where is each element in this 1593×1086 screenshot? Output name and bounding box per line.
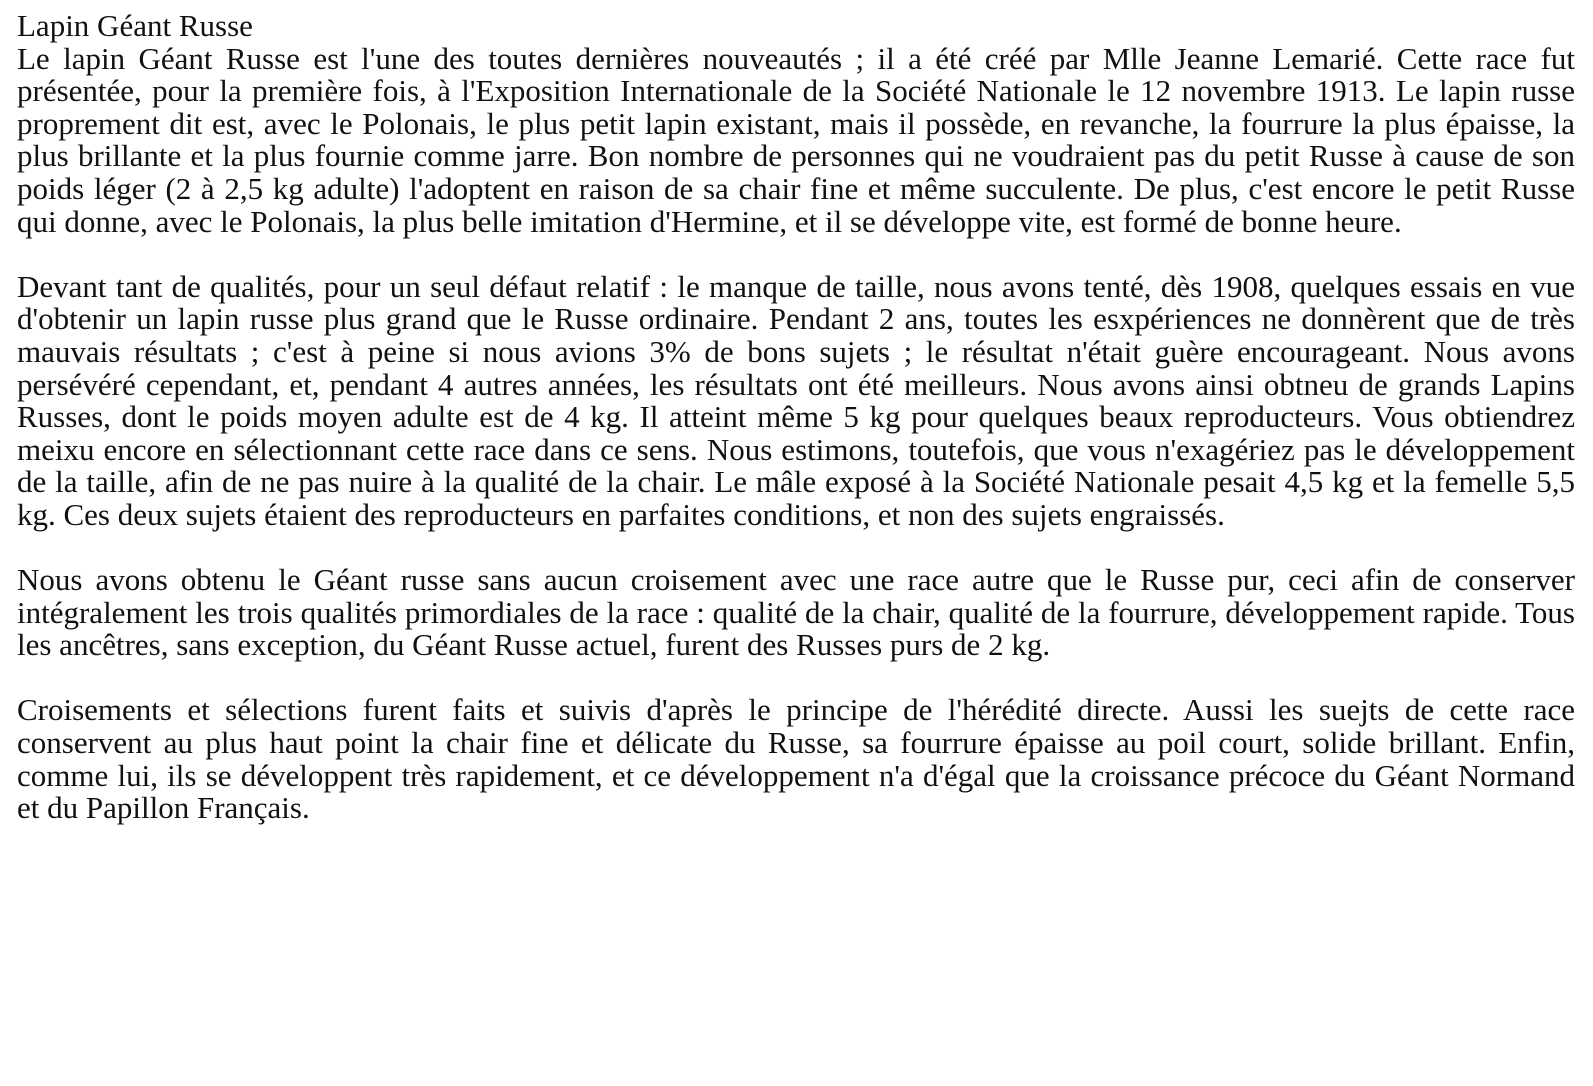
document-title: Lapin Géant Russe — [17, 8, 253, 43]
paragraph-pure-lineage: Nous avons obtenu le Géant russe sans aucun croisement avec une race autre que le Russe pur, ceci afin de conserver intégralement les trois qualités primordiales de la race : qualité de la chair, qualité de la fourrure, développement rapide. Tous les ancêtres, sans exception, du Géant Russe actuel, furent des Russes purs de 2 kg. — [17, 562, 1575, 663]
document-page — [17, 10, 1575, 825]
paragraph-breeding-history: Devant tant de qualités, pour un seul défaut relatif : le manque de taille, nous avons tenté, dès 1908, quelques essais en vue d'obtenir un lapin russe plus grand que le Russe ordinaire. Pendant 2 ans, toutes les esxpériences ne donnèrent que de très mauvais résultats ; c'est à peine si nous avions 3% de bons sujets ; le résultat n'était guère encourageant. Nous avons persévéré cependant, et, pendant 4 autres années, les résultats ont été meilleurs. Nous avons ainsi obtneu de grands Lapins Russes, dont le poids moyen adulte est de 4 kg. Il atteint même 5 kg pour quelques beaux reproducteurs. Vous obtiendrez meixu encore en sélectionnant cette race dans ce sens. Nous estimons, toutefois, que vous n'exagériez pas le développement de la taille, afin de ne pas nuire à la qualité de la chair. Le mâle exposé à la Société Nationale pesait 4,5 kg et la femelle 5,5 kg. Ces deux sujets étaient des reproducteurs en parfaites conditions, et non des sujets engraissés. — [17, 268, 1575, 532]
paragraph-introduction: Le lapin Géant Russe est l'une des toutes dernières nouveautés ; il a été créé par Mlle Jeanne Lemarié. Cette race fut présentée, pour la première fois, à l'Exposition Internationale de la Société Nationale le 12 novembre 1913. Le lapin russe proprement dit est, avec le Polonais, le plus petit lapin existant, mais il possède, en revanche, la fourrure la plus épaisse, la plus brillante et la plus fournie comme jarre. Bon nombre de personnes qui ne voudraient pas du petit Russe à cause de son poids léger (2 à 2,5 kg adulte) l'adoptent en raison de sa chair fine et même succulente. De plus, c'est encore le petit Russe qui donne, avec le Polonais, la plus belle imitation d'Hermine, et il se développe vite, est formé de bonne heure. — [17, 40, 1575, 239]
paragraph-selection: Croisements et sélections furent faits et suivis d'après le principe de l'hérédité directe. Aussi les suejts de cette race conservent au plus haut point la chair fine et délicate du Russe, sa fourrure épaisse au poil court, solide brillant. Enfin, comme lui, ils se développent très rapidement, et ce développement n'a d'égal que la croissance précoce du Géant Normand et du Papillon Français. — [17, 692, 1575, 826]
